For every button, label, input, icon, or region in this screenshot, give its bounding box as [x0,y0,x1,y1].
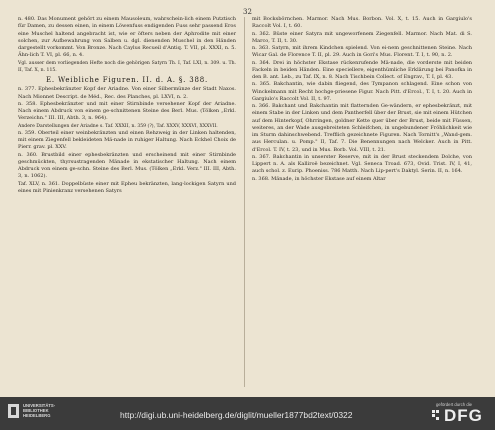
paragraph: n. 362. Büste einer Satyra mit ungeworfenem Ziegenfell. Marmor. Nach Mat. di S. Marco, T. II, t. 30. [252,30,472,44]
paragraph: Vgl. ausser dem vorliegenden Hefte noch die gehörigen Satyrn Th. I, Taf. LXI, n. 309. u. Th. II, Taf. X, n. 115. [18,60,236,73]
paragraph: n. 364. Drei in höchster Ekstase rückenrufende Mä-nade, die vorderste mit beiden Fackeln in beiden Händen. Eine speciellere, eigenthümliche Erklärung bei Panofka in den B. ant. Leb., zu Taf. IX, n. 8. Nach Tischbein Collect. of Engrav., T. I, pl. 43. [252,59,472,80]
paragraph: mit Bocksbörnchen. Marmor. Nach Mus. Borbon. Vol. X, t. 15. Auch in Gargiulo's Raccolt Vol. I, t. 60. [252,16,472,30]
paragraph: n. 367. Bakchantin in unserster Reserve, mit in der Brust steckendem Dolche, von Lippert n. A. als Kalliroë bezeichnet. Vgl. Seneca Troad. 673, Ovid. Trist. IV, I, 41, auch schol. z. Eurip. Phoeniss. 786 Matth. Nach Lip-pert's Daktyl. Serin. II, n. 164. [252,153,472,175]
paragraph: n. 366. Bakchant und Bakchantin mit flatternden Ge-wändern, er ephesbekränzt, mit einem Stabe in der Linken und dem Pantherfell über der Brust, sie mit einem Hütchen auf dem Hinterkopf, Ohrringen, goldner Kette quer über der Brust, beide mit Füssen, weiteres, an der Wade ausgebreiteten Schleifchen, in ungebundener Fröhlichkeit wie im Sturm dahinschwebend. Trefflich gezeichnete Figuren. Nach Tornitt's „Wand-gem. aus Herculan. u. Pomp." II, Taf. 7. Die Benennungen nach Welcker. Auch in Pitt. d'Ercol. T. IV, t. 23, und in Mus. Borb. Vol. VIII, t. 21. [252,103,473,153]
library-logo-text: UNIVERSITÄTS- BIBLIOTHEK HEIDELBERG [23,403,56,418]
permalink-url[interactable]: http://digi.ub.uni-heidelberg.de/diglit/mueller1877bd2text/0322 [120,410,353,420]
paragraph: n. 480. Das Monument gehört zu einem Mausoleum, wahrschein-lich einem Putztisch für Damen, zu dessen einen, in einem Löwenfuss endigenden Fuss sehr passend Eros eine Muschel haltend angebracht ist, wie er öfters neben der Aphrodite mit einer solchen, zur Aufbewahrung von Salben u. dgl. dienenden Muschel in den Händen dargestellt vorkommt. Von Bronze. Nach Caylus Recueil d'Antiq. T. VII, pl. XXXI, n. 5. Ähn-lich T. VI, pl. 66, n. 4. [18,16,236,59]
paragraph: n. 368. Mänade, in höchster Ekstase auf einem Altar [252,175,386,182]
paragraph: Taf. XLV, n. 361. Doppelbüste einer mit Epheu bekränzten, lang-lockigen Satyrn und eines mit Pinienkranz versehenen Satyrs [18,180,236,194]
library-emblem-icon [8,404,19,418]
paragraph: n. 365. Bakchantin, wie dabin fliegend, des Tympanon schlagend. Eine schon von Winckelmann mit Recht hochge-priesene Figur. Nach Pitt. d'Ercol., T. I, t. 20. Auch in Gargiulo's Raccolt Vol. II, t. 97. [252,81,472,102]
section-heading: E. Weibliche Figuren. II. d. A. §. 388. [45,76,208,84]
paragraph: n. 359. Oberteil einer weinbekränzten und einen Rehzweig in der Linken haltenden, mit einem Ziegenfell bekleideten Mä-nade in ruhiger Haltung. Nach Eckhel Choix de Pierr. grav. pl. XXV. [18,129,236,151]
dfg-logo[interactable]: DFG [444,406,483,425]
page-number: 32 [243,8,252,16]
paragraph: n. 360. Brustbild einer ephesbekränzten und erscheinend mit einer Stirnbinde geschmückten, thyrsustragenden Mänade in ekstatischer Haltung. Nach einem Abdruck von einem ge-schn. Steine des Berl. Mus. (Tölken „Erkl. Verz." III. III, Abth. 3, n. 1062). [18,151,236,180]
library-logo[interactable] [8,403,55,418]
funded-by-label: gefördert durch die [436,402,473,407]
paragraph: Andere Darstellungen der Ariadne s. Taf. XXXII, n. 359 (?), Taf. XXXV, XXXVI, XXXVII. [18,123,218,129]
dfg-emblem-icon [432,410,440,420]
paragraph: n. 377. Ephesbekränzter Kopf der Ariadne. Von einer Silbermünze der Stadt Naxos. Nach Mionnet Descript. de Méd., Rec. des Planches, pl. LXVI, n. 2. [18,86,236,100]
column-divider [244,17,245,387]
left-column [18,16,236,195]
right-column [252,16,472,183]
paragraph: n. 358. Ephesbekränzter und mit einer Stirnbinde versehener Kopf der Ariadne. Nach einem Abdruck von einem ge-schnittenen Steine des Berl. Mus. (Tölken „Erkl. Verzeichn." III. III, Abth. 3, n. 964). [18,100,236,122]
paragraph: n. 363. Satyrn, mit ihrem Kindchen spielend. Von ei-nem geschnittenen Steine. Nach Wicar Gal. de Florence T. II, pl. 29. Auch in Gori's Mus. Florent. T. I, t. 90, n. 2. [252,45,472,59]
